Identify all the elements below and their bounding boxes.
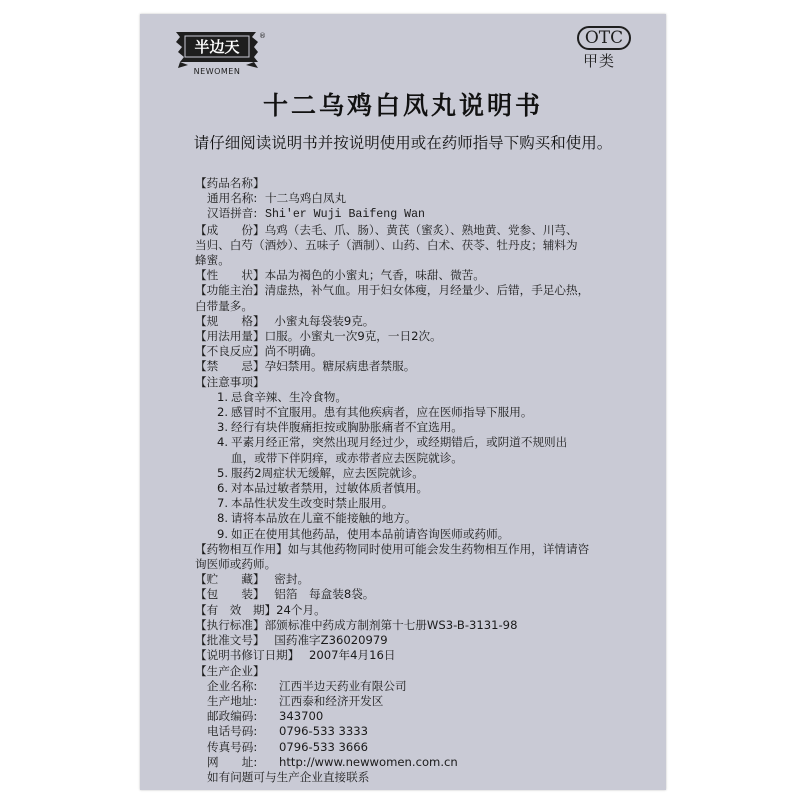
indications-line-1: 清虚热，补气血。用于妇女体瘦，月经量少、后错，手足心热， — [264, 283, 590, 298]
revision-row — [195, 648, 627, 663]
pinyin-value: Shi'er Wuji Baifeng Wan — [264, 208, 426, 222]
leaflet-body — [195, 176, 627, 785]
precaution-text: 经行有块伴腹痛拒按或胸胁胀痛者不宜选用。 — [231, 420, 463, 435]
field-value: 0796-533 3666 — [279, 739, 369, 754]
character-label: 【性 状】 — [195, 268, 265, 283]
dosage-label: 【用法用量】 — [195, 329, 265, 344]
manufacturer-field — [195, 709, 627, 724]
indications-line-2: 白带量多。 — [195, 298, 253, 313]
brand-logo — [170, 28, 265, 76]
pinyin-label: 汉语拼音: — [207, 206, 258, 221]
revision-label: 【说明书修订日期】 — [195, 648, 300, 663]
otc-class: 甲类 — [583, 52, 616, 70]
standard-label: 【执行标准】 — [195, 617, 265, 632]
dosage-row — [195, 329, 627, 344]
ingredients-line-1: 乌鸡（去毛、爪、肠）、黄芪（蜜炙）、熟地黄、党参、川芎、 — [264, 222, 578, 237]
dosage-text: 口服。小蜜丸一次9克，一日2次。 — [264, 329, 442, 344]
manufacturer-field — [195, 679, 627, 694]
storage-label: 【贮 藏】 — [195, 572, 265, 587]
precaution-num: 7. — [217, 496, 229, 511]
precaution-num: 5. — [217, 465, 229, 480]
ingredients-line-3: 蜂蜜。 — [195, 253, 230, 268]
standard-text: 部颁标准中药成方制剂第十七册WS3-B-3131-98 — [264, 617, 518, 632]
precaution-text: 忌食辛辣、生冷食物。 — [231, 389, 347, 404]
precaution-item — [195, 405, 627, 420]
spec-label: 【规 格】 — [195, 313, 265, 328]
registered-mark: ® — [259, 32, 266, 40]
approval-text: 国药准字Z36020979 — [274, 633, 388, 648]
manufacturer-field — [195, 724, 627, 739]
document-title: 十二乌鸡白凤丸说明书 — [262, 91, 543, 120]
precautions-heading: 【注意事项】 — [195, 374, 265, 389]
indications-row — [195, 283, 627, 298]
interactions-row — [195, 542, 627, 557]
interactions-line-1: 如与其他药物同时使用可能会发生药物相互作用，详情请咨 — [287, 541, 590, 556]
precaution-text: 如正在使用其他药品，使用本品前请咨询医师或药师。 — [231, 526, 510, 541]
generic-name-row — [195, 191, 627, 206]
adverse-text: 尚不明确。 — [264, 344, 323, 359]
reading-notice: 请仔细阅读说明书并按说明使用或在药师指导下购买和使用。 — [193, 134, 613, 152]
validity-label: 【有 效 期】 — [195, 602, 277, 617]
interactions-label: 【药物相互作用】 — [195, 541, 288, 556]
ingredients-line-2: 当归、白芍（酒炒）、五味子（酒制）、山药、白术、茯苓、牡丹皮；辅料为 — [195, 237, 578, 252]
precaution-num: 9. — [217, 526, 229, 541]
ingredients-row — [195, 223, 627, 238]
precaution-num: 4. — [217, 435, 229, 450]
precaution-item — [195, 420, 627, 435]
precaution-continuation: 血，或带下伴阴痒，或赤带者应去医院就诊。 — [231, 450, 463, 465]
precaution-item — [195, 481, 627, 496]
manufacturer-heading: 【生产企业】 — [195, 663, 265, 678]
precaution-num: 6. — [217, 481, 229, 496]
website-link[interactable]: http://www.newwomen.com.cn — [279, 754, 458, 769]
otc-badge: OTC — [577, 26, 631, 50]
storage-row — [195, 572, 627, 587]
adverse-label: 【不良反应】 — [195, 344, 265, 359]
precaution-text: 请将本品放在儿童不能接触的地方。 — [231, 511, 417, 526]
spec-text: 小蜜丸每袋装9克。 — [274, 313, 375, 328]
package-label: 【包 装】 — [195, 587, 265, 602]
drug-name-heading: 【药品名称】 — [195, 176, 265, 190]
generic-name-label: 通用名称: — [207, 191, 258, 206]
contraindications-row — [195, 359, 627, 374]
manufacturer-field — [195, 755, 627, 770]
field-value: 343700 — [279, 709, 324, 724]
brand-name-en: NEWOMEN — [193, 67, 241, 76]
field-label: 邮政编码: — [207, 709, 258, 724]
precaution-text: 感冒时不宜服用。患有其他疾病者，应在医师指导下服用。 — [231, 405, 533, 420]
precaution-num: 3. — [217, 420, 229, 435]
field-label: 生产地址: — [207, 693, 258, 708]
precaution-num: 1. — [217, 389, 229, 404]
contraindications-label: 【禁 忌】 — [195, 359, 265, 374]
field-value: 江西半边天药业有限公司 — [279, 678, 407, 693]
precaution-text: 本品性状发生改变时禁止服用。 — [231, 496, 394, 511]
adverse-row — [195, 344, 627, 359]
pinyin-row — [195, 206, 627, 222]
approval-label: 【批准文号】 — [195, 633, 265, 648]
validity-text: 24个月。 — [276, 602, 326, 617]
contact-note: 如有问题可与生产企业直接联系 — [207, 769, 370, 784]
field-label: 企业名称: — [207, 678, 258, 693]
contraindications-text: 孕妇禁用。糖尿病患者禁服。 — [264, 359, 416, 374]
approval-row — [195, 633, 627, 648]
standard-row — [195, 618, 627, 633]
precaution-item — [195, 511, 627, 526]
package-text: 铝箔 每盒装8袋。 — [274, 587, 375, 602]
spec-row — [195, 314, 627, 329]
interactions-line-2: 询医师或药师。 — [195, 557, 277, 572]
precaution-text: 服药2周症状无缓解，应去医院就诊。 — [231, 465, 424, 480]
precaution-item — [195, 435, 627, 450]
precaution-item — [195, 527, 627, 542]
ingredients-label: 【成 份】 — [195, 222, 265, 237]
manufacturer-field — [195, 740, 627, 755]
field-label: 传真号码: — [207, 739, 258, 754]
precaution-item — [195, 496, 627, 511]
field-value: 江西泰和经济开发区 — [279, 693, 384, 708]
character-row — [195, 268, 627, 283]
field-label: 电话号码: — [207, 724, 258, 739]
validity-row — [195, 603, 627, 618]
generic-name-value: 十二乌鸡白凤丸 — [264, 191, 347, 206]
indications-label: 【功能主治】 — [195, 283, 265, 298]
precaution-num: 2. — [217, 405, 229, 420]
precaution-num: 8. — [217, 511, 229, 526]
revision-text: 2007年4月16日 — [309, 648, 396, 663]
precaution-text: 对本品过敏者禁用，过敏体质者慎用。 — [231, 481, 429, 496]
precaution-text: 平素月经正常，突然出现月经过少，或经期错后，或阴道不规则出 — [231, 435, 568, 450]
storage-text: 密封。 — [274, 572, 310, 587]
field-value: 0796-533 3333 — [279, 724, 369, 739]
precaution-item — [195, 390, 627, 405]
field-label: 网 址: — [207, 754, 258, 769]
brand-name-cn: 半边天 — [194, 38, 240, 56]
package-row — [195, 587, 627, 602]
character-text: 本品为褐色的小蜜丸；气香，味甜、微苦。 — [264, 268, 485, 283]
manufacturer-field — [195, 694, 627, 709]
precaution-item — [195, 466, 627, 481]
